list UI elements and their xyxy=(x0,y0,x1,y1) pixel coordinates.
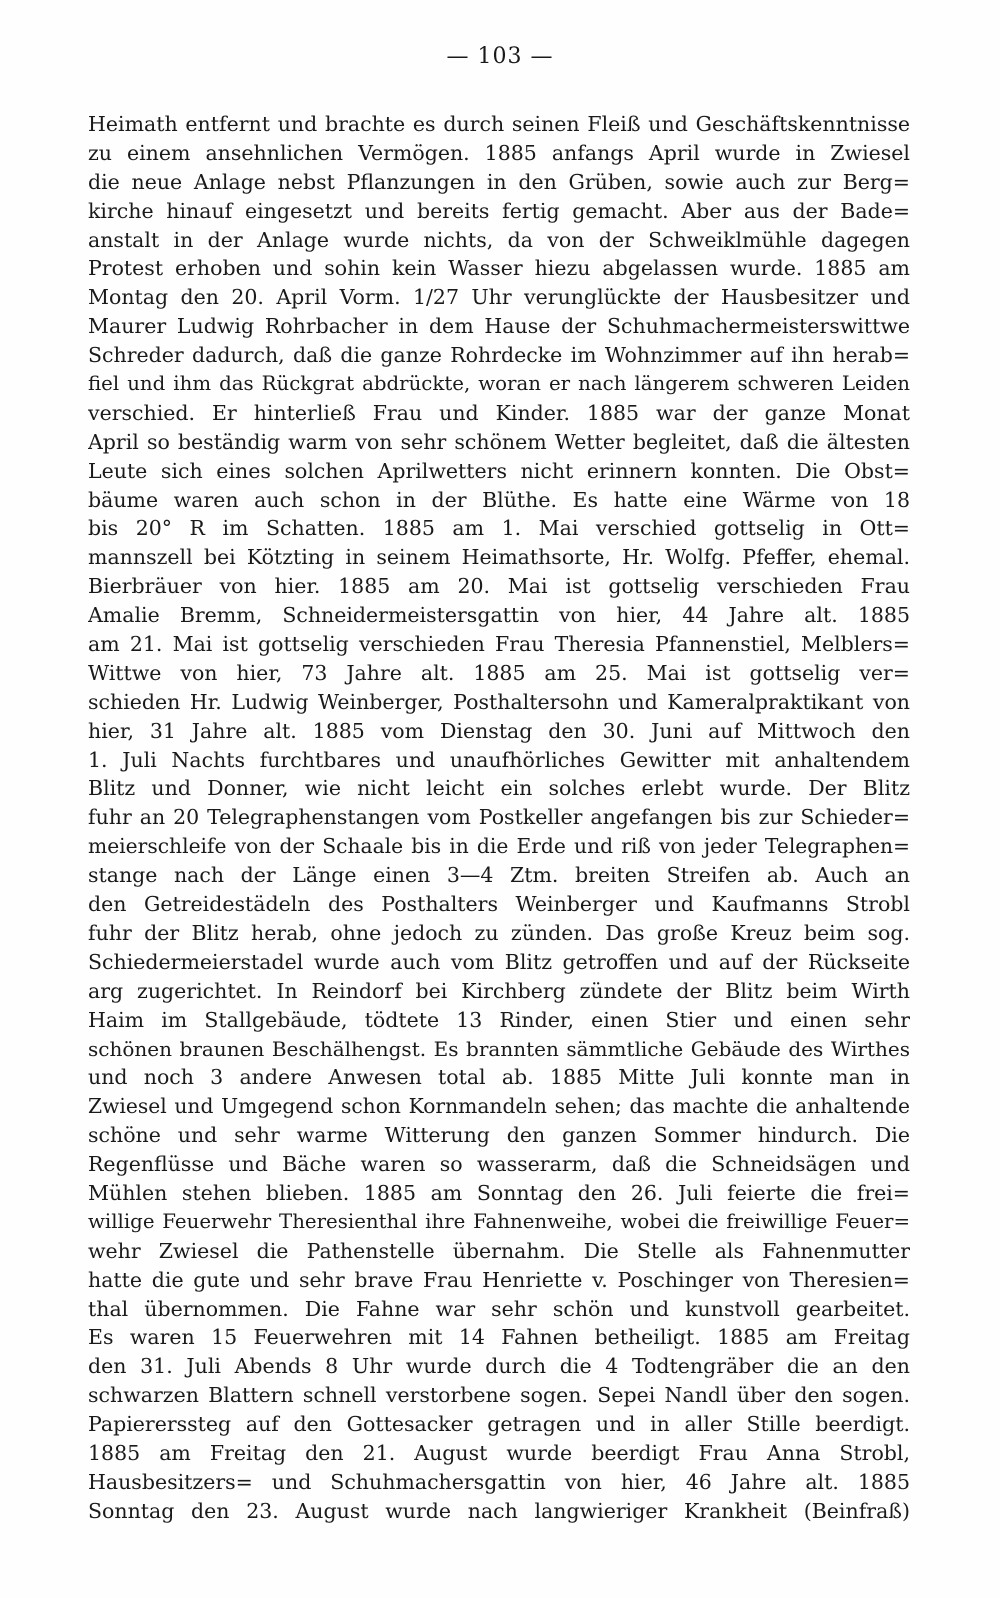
text-line: den 31. Juli Abends 8 Uhr wurde durch die 4 Todtengräber die an den xyxy=(88,1354,910,1379)
text-line: schöne und sehr warme Witterung den ganzen Sommer hindurch. Die xyxy=(88,1123,910,1148)
text-line: 1885 am Freitag den 21. August wurde beerdigt Frau Anna Strobl, xyxy=(88,1440,910,1465)
text-line: fuhr der Blitz herab, ohne jedoch zu zünden. Das große Kreuz beim sog. xyxy=(88,920,910,945)
page-number: — 103 — xyxy=(446,44,554,69)
text-line: thal übernommen. Die Fahne war sehr schön und kunstvoll gearbeitet. xyxy=(88,1296,910,1321)
text-line: zu einem ansehnlichen Vermögen. 1885 anfangs April wurde in Zwiesel xyxy=(88,140,910,165)
text-line: stange nach der Länge einen 3—4 Ztm. breiten Streifen ab. Auch an xyxy=(88,863,910,888)
text-line: Sonntag den 23. August wurde nach langwieriger Krankheit (Beinfraß) xyxy=(88,1498,910,1523)
body-text xyxy=(88,110,910,1526)
text-line: arg zugerichtet. In Reindorf bei Kirchberg zündete der Blitz beim Wirth xyxy=(88,978,910,1003)
text-line: hatte die gute und sehr brave Frau Henriette v. Poschinger von Theresien= xyxy=(88,1267,910,1292)
text-line: Amalie Bremm, Schneidermeistersgattin von hier, 44 Jahre alt. 1885 xyxy=(88,603,910,628)
text-line: anstalt in der Anlage wurde nichts, da von der Schweiklmühle dagegen xyxy=(88,227,910,252)
text-line: wehr Zwiesel die Pathenstelle übernahm. Die Stelle als Fahnenmutter xyxy=(88,1238,910,1263)
text-line: mannszell bei Kötzting in seinem Heimathsorte, Hr. Wolfg. Pfeffer, ehemal. xyxy=(88,545,910,570)
text-line: Heimath entfernt und brachte es durch seinen Fleiß und Geschäftskenntnisse xyxy=(88,112,910,136)
text-line: Bierbräuer von hier. 1885 am 20. Mai ist gottselig verschieden Frau xyxy=(88,574,910,599)
text-line: April so beständig warm von sehr schönem Wetter begleitet, daß die ältesten xyxy=(88,429,910,454)
text-line: Leute sich eines solchen Aprilwetters nicht erinnern konnten. Die Obst= xyxy=(88,458,910,483)
text-line: die neue Anlage nebst Pflanzungen in den Grüben, sowie auch zur Berg= xyxy=(88,169,910,194)
text-line: Schiedermeierstadel wurde auch vom Blitz getroffen und auf der Rückseite xyxy=(88,949,910,974)
text-line: Schreder dadurch, daß die ganze Rohrdecke im Wohnzimmer auf ihn herab= xyxy=(88,343,910,368)
text-line: Haim im Stallgebäude, tödtete 13 Rinder, einen Stier und einen sehr xyxy=(88,1007,910,1032)
text-line: willige Feuerwehr Theresienthal ihre Fahnenweihe, wobei die freiwillige Feuer= xyxy=(88,1209,910,1233)
text-line: Es waren 15 Feuerwehren mit 14 Fahnen betheiligt. 1885 am Freitag xyxy=(88,1325,910,1350)
text-line: am 21. Mai ist gottselig verschieden Frau Theresia Pfannenstiel, Melblers= xyxy=(88,632,910,657)
text-line: Wittwe von hier, 73 Jahre alt. 1885 am 25. Mai ist gottselig ver= xyxy=(88,660,910,685)
text-line: Papiererssteg auf den Gottesacker getragen und in aller Stille beerdigt. xyxy=(88,1412,910,1437)
text-line: den Getreidestädeln des Posthalters Weinberger und Kaufmanns Strobl xyxy=(88,892,910,917)
text-line: schieden Hr. Ludwig Weinberger, Posthaltersohn und Kameralpraktikant von xyxy=(88,689,910,714)
text-line: bäume waren auch schon in der Blüthe. Es hatte eine Wärme von 18 xyxy=(88,487,910,512)
text-line: Blitz und Donner, wie nicht leicht ein solches erlebt wurde. Der Blitz xyxy=(88,776,910,801)
text-line: 1. Juli Nachts furchtbares und unaufhörliches Gewitter mit anhaltendem xyxy=(88,747,910,772)
text-line: und noch 3 andere Anwesen total ab. 1885 Mitte Juli konnte man in xyxy=(88,1065,910,1090)
text-line: meierschleife von der Schaale bis in die Erde und riß von jeder Telegraphen= xyxy=(88,834,910,859)
text-line: Maurer Ludwig Rohrbacher in dem Hause der Schuhmachermeisterswittwe xyxy=(88,314,910,339)
text-line: fiel und ihm das Rückgrat abdrückte, woran er nach längerem schweren Leiden xyxy=(88,372,910,396)
text-line: Regenflüsse und Bäche waren so wasserarm, daß die Schneidsägen und xyxy=(88,1152,910,1177)
text-line: schönen braunen Beschälhengst. Es brannten sämmtliche Gebäude des Wirthes xyxy=(88,1036,910,1061)
text-line: verschied. Er hinterließ Frau und Kinder. 1885 war der ganze Monat xyxy=(88,400,910,425)
text-line: Hausbesitzers= und Schuhmachersgattin von hier, 46 Jahre alt. 1885 xyxy=(88,1469,910,1494)
text-line: schwarzen Blattern schnell verstorbene sogen. Sepei Nandl über den sogen. xyxy=(88,1383,910,1408)
text-line: bis 20° R im Schatten. 1885 am 1. Mai verschied gottselig in Ott= xyxy=(88,516,910,541)
text-line: Protest erhoben und sohin kein Wasser hiezu abgelassen wurde. 1885 am xyxy=(88,256,910,281)
text-line: hier, 31 Jahre alt. 1885 vom Dienstag den 30. Juni auf Mittwoch den xyxy=(88,718,910,743)
text-line: Mühlen stehen blieben. 1885 am Sonntag den 26. Juli feierte die frei= xyxy=(88,1180,910,1205)
text-line: Montag den 20. April Vorm. 1/27 Uhr verunglückte der Hausbesitzer und xyxy=(88,285,910,310)
text-line: Zwiesel und Umgegend schon Kornmandeln sehen; das machte die anhaltende xyxy=(88,1094,910,1119)
text-line: kirche hinauf eingesetzt und bereits fertig gemacht. Aber aus der Bade= xyxy=(88,198,910,223)
text-line: fuhr an 20 Telegraphenstangen vom Postkeller angefangen bis zur Schieder= xyxy=(88,805,910,830)
